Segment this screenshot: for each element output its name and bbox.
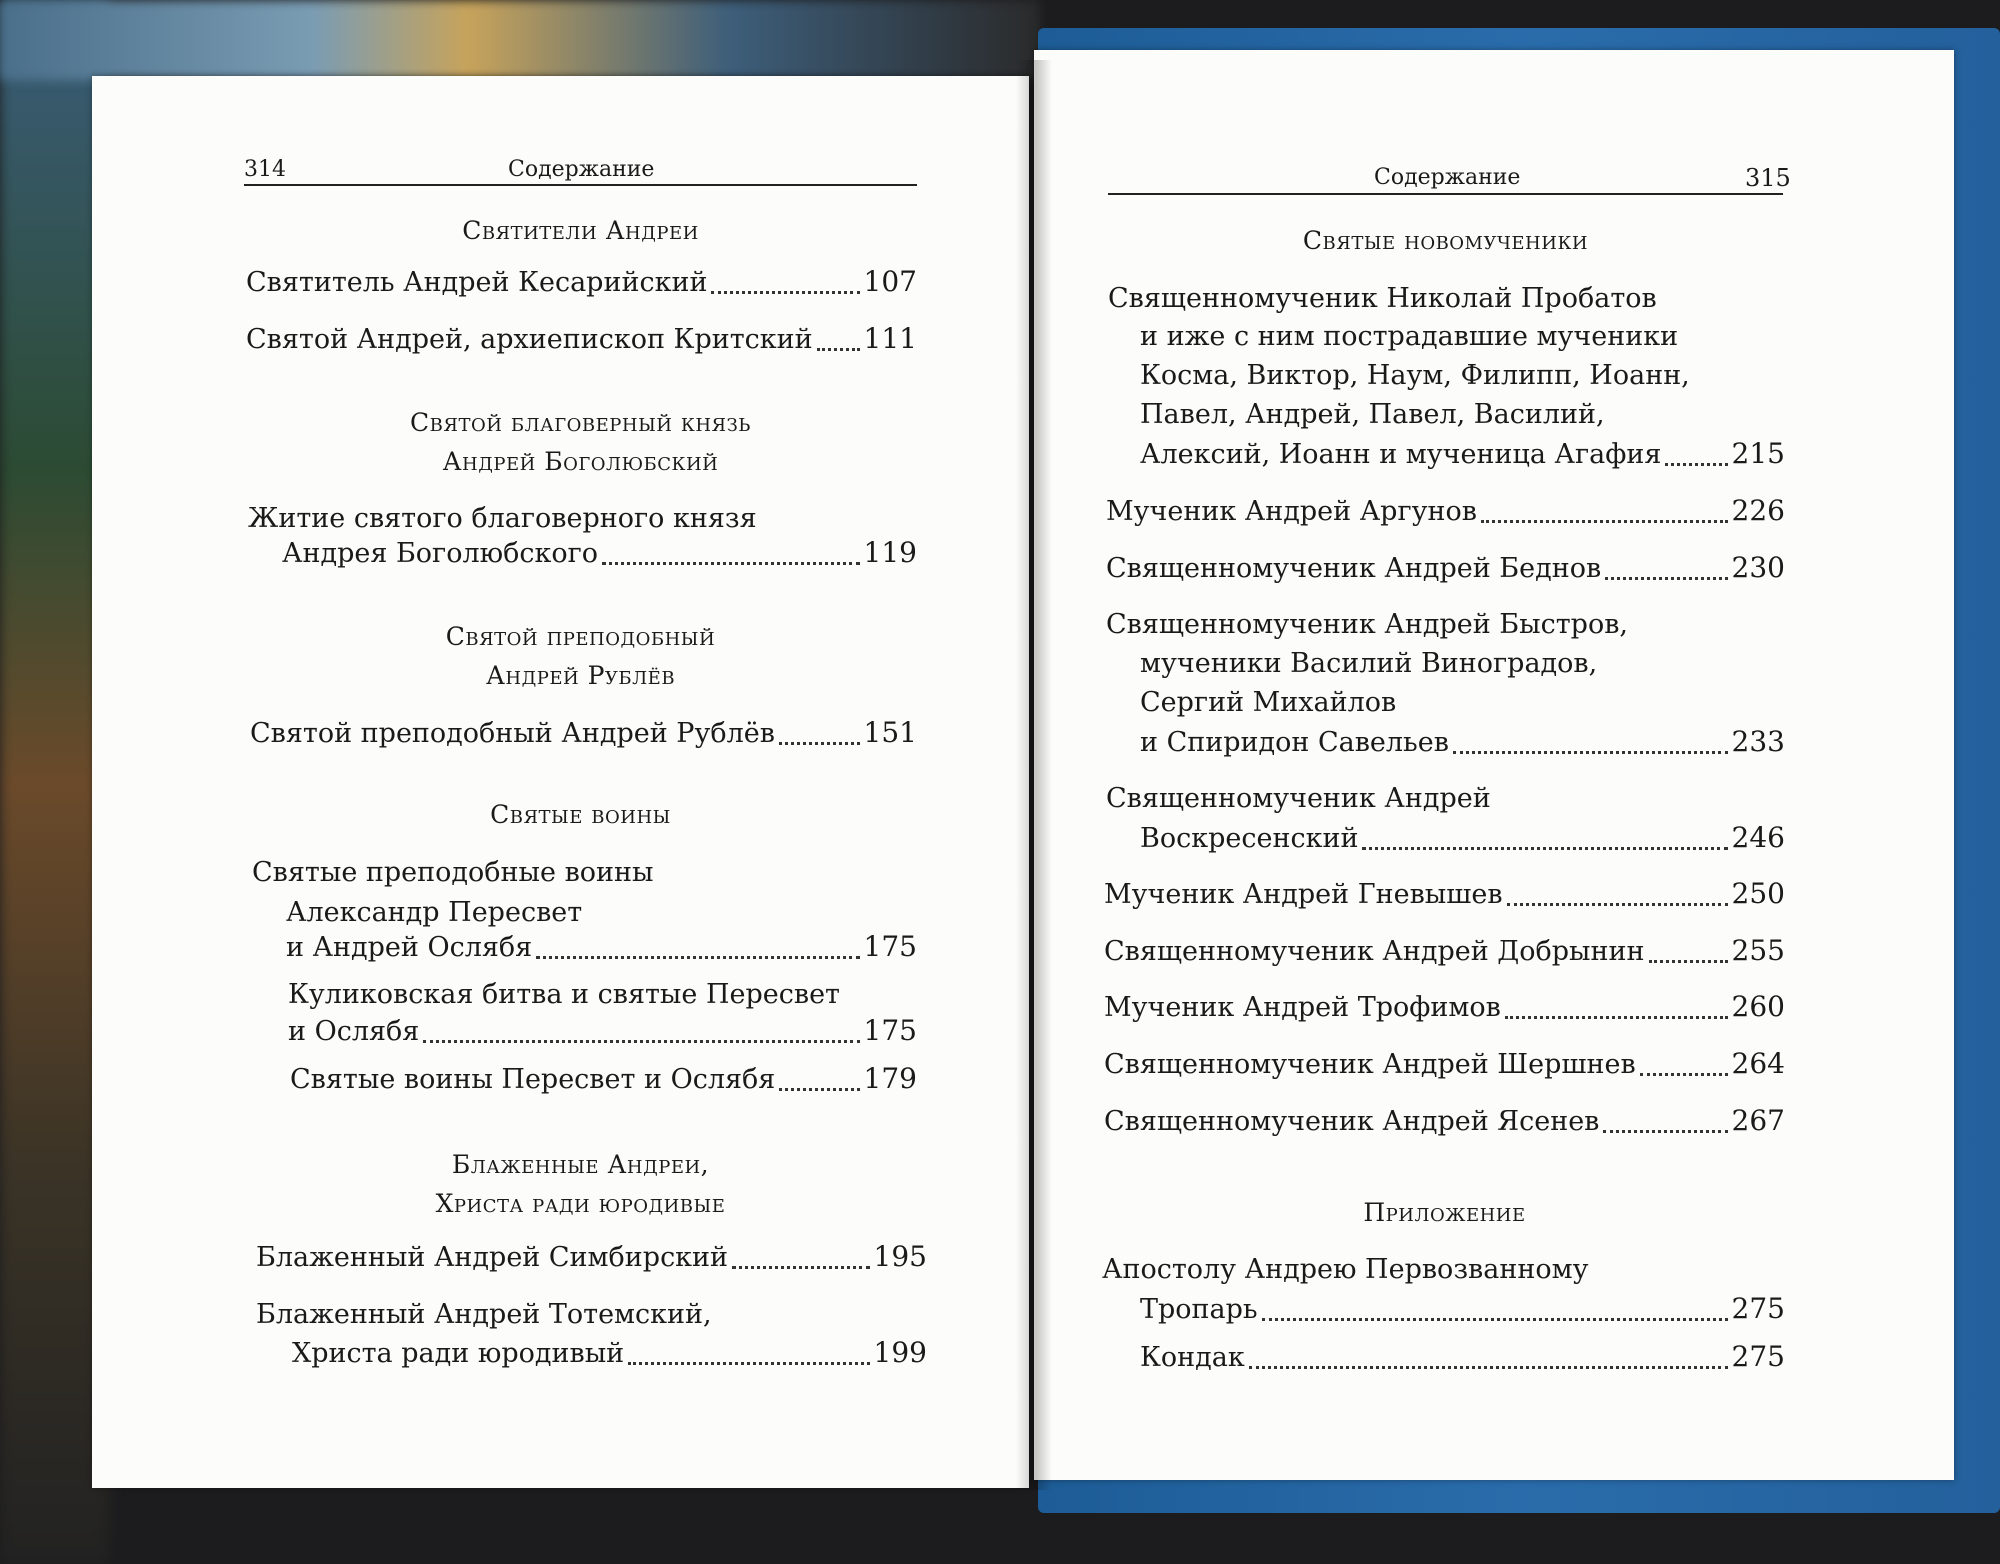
- entry-title: Священномученик Андрей Ясенев: [1104, 1106, 1600, 1137]
- entry-title-line: Павел, Андрей, Павел, Василий,: [1140, 399, 1605, 430]
- toc-entry[interactable]: [246, 265, 917, 300]
- toc-entry[interactable]: [1104, 934, 1785, 969]
- entry-title: Святые воины Пересвет и Ослябя: [290, 1064, 776, 1095]
- entry-page: 195: [873, 1240, 927, 1273]
- section-heading: Андрей Рублёв: [485, 661, 676, 690]
- leader-dots: [1481, 520, 1728, 523]
- entry-title-line: Житие святого благоверного князя: [248, 503, 757, 534]
- entry-page: 151: [863, 716, 917, 749]
- leader-dots: [423, 1040, 859, 1043]
- toc-entry[interactable]: [256, 1240, 927, 1275]
- entry-page: 260: [1731, 990, 1785, 1023]
- right-running-title: Содержание: [1374, 165, 1521, 190]
- entry-title: Священномученик Андрей Добрынин: [1104, 936, 1645, 967]
- leader-dots: [779, 1088, 859, 1091]
- leader-dots: [1249, 1366, 1728, 1369]
- entry-title: Мученик Андрей Гневышев: [1104, 879, 1503, 910]
- book-gutter: [1016, 60, 1052, 1490]
- toc-entry[interactable]: [286, 930, 917, 965]
- section-heading: Святые воины: [490, 800, 671, 829]
- section-heading: Христа ради юродивые: [435, 1189, 726, 1218]
- entry-title-line: Святые преподобные воины: [252, 857, 654, 888]
- leader-dots: [628, 1362, 869, 1365]
- entry-title-line: Сергий Михайлов: [1140, 687, 1397, 718]
- leader-dots: [1262, 1318, 1728, 1321]
- entry-page: 250: [1731, 877, 1785, 910]
- toc-entry[interactable]: [1106, 494, 1785, 529]
- toc-entry[interactable]: [1104, 1047, 1785, 1082]
- section-heading: Святые новомученики: [1302, 226, 1589, 255]
- entry-title-line: Блаженный Андрей Тотемский,: [256, 1299, 712, 1330]
- section-heading: Святой благоверный князь: [410, 408, 751, 437]
- toc-entry[interactable]: [1104, 877, 1785, 912]
- toc-entry[interactable]: [1106, 551, 1785, 586]
- entry-page: 255: [1731, 934, 1785, 967]
- entry-title: Алексий, Иоанн и мученица Агафия: [1140, 439, 1662, 470]
- leader-dots: [1603, 1130, 1727, 1133]
- entry-page: 175: [863, 1014, 917, 1047]
- leader-dots: [1665, 463, 1727, 466]
- toc-entry[interactable]: [1104, 990, 1785, 1025]
- entry-page: 275: [1731, 1292, 1785, 1325]
- entry-title: Блаженный Андрей Симбирский: [256, 1242, 729, 1273]
- leader-dots: [1362, 847, 1727, 850]
- entry-title-line: Апостолу Андрею Первозванному: [1102, 1254, 1589, 1285]
- entry-title: и Спиридон Савельев: [1140, 727, 1449, 758]
- entry-title-line: Александр Пересвет: [286, 897, 583, 928]
- entry-title: и Андрей Ослябя: [286, 932, 533, 963]
- entry-page: 275: [1731, 1340, 1785, 1373]
- section-heading: Андрей Боголюбский: [442, 447, 719, 476]
- leader-dots: [1640, 1073, 1728, 1076]
- toc-entry[interactable]: [282, 536, 917, 571]
- entry-title: Мученик Андрей Аргунов: [1106, 496, 1477, 527]
- entry-title: Святитель Андрей Кесарийский: [246, 267, 708, 298]
- background-top: [0, 0, 1040, 80]
- entry-page: 179: [863, 1062, 917, 1095]
- toc-entry[interactable]: [290, 1062, 917, 1097]
- leader-dots: [1649, 960, 1728, 963]
- section-heading: Блаженные Андреи,: [451, 1150, 710, 1179]
- entry-title: Тропарь: [1140, 1294, 1258, 1325]
- entry-page: 233: [1731, 725, 1785, 758]
- entry-title: Воскресенский: [1140, 823, 1359, 854]
- entry-page: 175: [863, 930, 917, 963]
- entry-title-line: мученики Василий Виноградов,: [1140, 648, 1598, 679]
- entry-title-line: Косма, Виктор, Наум, Филипп, Иоанн,: [1140, 360, 1690, 391]
- leader-dots: [1507, 903, 1728, 906]
- toc-entry[interactable]: [288, 1014, 917, 1049]
- right-page-number: 315: [1745, 164, 1791, 192]
- leader-dots: [536, 956, 859, 959]
- entry-page: 264: [1731, 1047, 1785, 1080]
- toc-entry[interactable]: [250, 716, 917, 751]
- toc-entry[interactable]: [292, 1336, 927, 1371]
- right-header-rule: [1108, 193, 1783, 195]
- toc-entry[interactable]: [1104, 1104, 1785, 1139]
- left-header-rule: [244, 184, 917, 186]
- entry-page: 246: [1731, 821, 1785, 854]
- entry-title: Святой Андрей, архиепископ Критский: [246, 324, 813, 355]
- entry-title-line: Священномученик Андрей: [1106, 783, 1491, 814]
- leader-dots: [1605, 577, 1727, 580]
- entry-page: 226: [1731, 494, 1785, 527]
- entry-title: и Ослябя: [288, 1016, 420, 1047]
- entry-title-line: Куликовская битва и святые Пересвет: [288, 979, 840, 1010]
- entry-title: Священномученик Андрей Шершнев: [1104, 1049, 1636, 1080]
- leader-dots: [732, 1266, 869, 1269]
- left-page-number: 314: [244, 157, 286, 182]
- entry-title-line: и иже с ним пострадавшие мученики: [1140, 321, 1679, 352]
- leader-dots: [817, 348, 860, 351]
- toc-entry[interactable]: [1140, 1340, 1785, 1375]
- entry-title: Христа ради юродивый: [292, 1338, 625, 1369]
- entry-title: Священномученик Андрей Беднов: [1106, 553, 1602, 584]
- toc-entry[interactable]: [1140, 725, 1785, 760]
- entry-title: Кондак: [1140, 1342, 1245, 1373]
- leader-dots: [711, 291, 859, 294]
- entry-page: 107: [863, 265, 917, 298]
- toc-entry[interactable]: [1140, 437, 1785, 472]
- entry-page: 111: [863, 322, 917, 355]
- toc-entry[interactable]: [1140, 821, 1785, 856]
- entry-title-line: Священномученик Николай Пробатов: [1108, 283, 1657, 314]
- entry-title: Святой преподобный Андрей Рублёв: [250, 718, 775, 749]
- leader-dots: [1453, 751, 1728, 754]
- leader-dots: [602, 562, 860, 565]
- entry-page: 267: [1731, 1104, 1785, 1137]
- entry-title: Мученик Андрей Трофимов: [1104, 992, 1501, 1023]
- section-heading: Святители Андреи: [462, 216, 699, 245]
- leader-dots: [779, 742, 860, 745]
- toc-entry[interactable]: [1140, 1292, 1785, 1327]
- entry-page: 230: [1731, 551, 1785, 584]
- section-heading: Святой преподобный: [445, 622, 716, 651]
- entry-page: 119: [863, 536, 917, 569]
- leader-dots: [1505, 1016, 1728, 1019]
- section-heading: Приложение: [1363, 1198, 1526, 1227]
- left-running-title: Содержание: [508, 157, 655, 182]
- entry-title: Андрея Боголюбского: [282, 538, 599, 569]
- entry-title-line: Священномученик Андрей Быстров,: [1106, 609, 1629, 640]
- entry-page: 215: [1731, 437, 1785, 470]
- toc-entry[interactable]: [246, 322, 917, 357]
- entry-page: 199: [873, 1336, 927, 1369]
